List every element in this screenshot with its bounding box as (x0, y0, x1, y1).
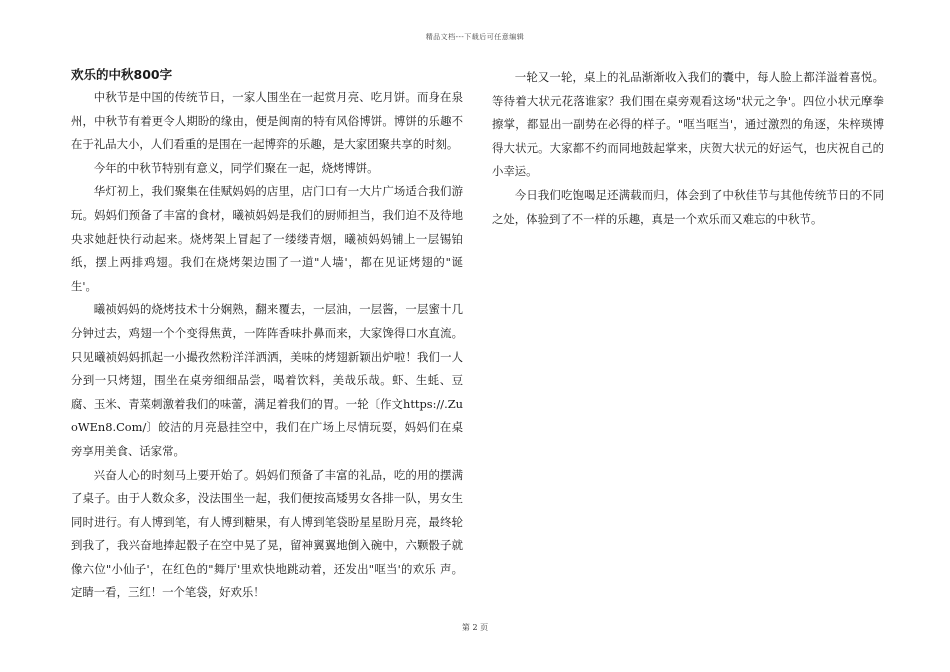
paragraph: 兴奋人心的时刻马上要开始了。妈妈们预备了丰富的礼品，吃的用的摆满了桌子。由于人数众多，没法围坐一起，我们便按高矮男女各排一队，男女生同时进行。有人博到笔，有人博到糖果，有人博到笔袋盼星星盼月亮，最终轮到我了，我兴奋地捧起骰子在空中晃了晃，留神翼翼地倒入碗中，六颗骰子就像六位"小仙子'，在红色的"舞厅'里欢快地跳动着，还发出"哐当'的欢乐 声。定睛一看，三红！一个笔袋，好欢乐！ (71, 467, 463, 600)
paragraph: 华灯初上，我们聚集在佳赋妈妈的店里，店门口有一大片广场适合我们游玩。妈妈们预备了丰富的食材，曦祯妈妈是我们的厨师担当，我们迫不及待地央求她赶快行动起来。烧烤架上冒起了一缕缕青烟，曦祯妈妈铺上一层锡铂纸，摆上两排鸡翅。我们在烧烤架边围了一道"人墙'，都在见证烤翅的"诞生'。 (71, 184, 463, 293)
article-title: 欢乐的中秋800字 (71, 67, 173, 82)
paragraph: 今年的中秋节特别有意义，同学们聚在一起，烧烤博饼。 (93, 160, 379, 175)
paragraph: 中秋节是中国的传统节日，一家人围坐在一起赏月亮、吃月饼。而身在泉州，中秋节有着更令人期盼的缘由，便是闽南的特有风俗博饼。博饼的乐趣不在于礼品大小，人们看重的是围在一起博弈的乐趣，是大家团聚共享的时刻。 (71, 90, 463, 152)
paragraph: 今日我们吃饱喝足还满载而归，体会到了中秋佳节与其他传统节日的不同之处，体验到了不一样的乐趣，真是一个欢乐而又难忘的中秋节。 (492, 187, 884, 226)
paragraph: 一轮又一轮，桌上的礼品渐渐收入我们的囊中，每人脸上都洋溢着喜悦。等待着大状元花落谁家？我们围在桌旁观看这场"状元之争'。四位小状元摩拳擦掌，都显出一副势在必得的样子。"哐当哐当'，通过激烈的角逐，朱梓瑛博得大状元。大家都不约而同地鼓起掌来，庆贺大状元的好运气，也庆祝自己的小幸运。 (492, 70, 884, 179)
paragraph: 曦祯妈妈的烧烤技术十分娴熟，翻来覆去，一层油，一层酱，一层蜜十几分钟过去，鸡翅一个个变得焦黄，一阵阵香味扑鼻而来，大家馋得口水直流。只见曦祯妈妈抓起一小撮孜然粉洋洋洒洒，美味的烤翅新颖出炉啦！我们一人分到一只烤翅，围坐在桌旁细细品尝，喝着饮料，美哉乐哉。虾、生蚝、豆腐、玉米、青菜刺激着我们的味蕾，满足着我们的胃。一轮〔作文https://.ZuoWEn8.Com/〕皎洁的月亮悬挂空中，我们在广场上尽情玩耍，妈妈们在桌旁享用美食、话家常。 (71, 302, 463, 458)
right-column (492, 66, 884, 231)
header-note: 精品文档---下载后可任意编辑 (425, 33, 525, 41)
page-number: 第 2 页 (461, 623, 489, 632)
left-column (71, 66, 463, 605)
